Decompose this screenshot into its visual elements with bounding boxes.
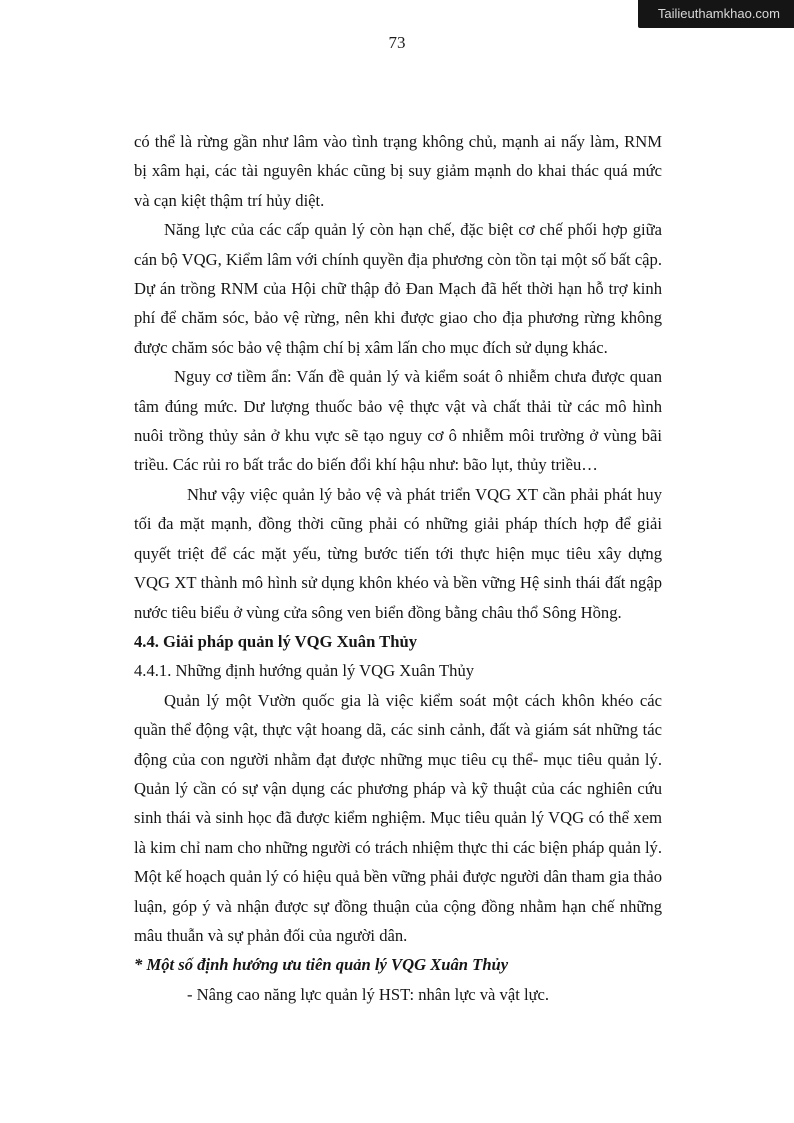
bullet-capacity-building: - Nâng cao năng lực quản lý HST: nhân lực và vật lực. (187, 984, 550, 1004)
watermark-bar (638, 0, 794, 28)
page-content (134, 127, 662, 1009)
watermark-text: Tailieuthamkhao.com (657, 6, 780, 21)
section-heading-4-4-1: 4.4.1. Những định hướng quản lý VQG Xuân Thủy (134, 661, 475, 681)
page-number: 73 (388, 33, 406, 52)
continuation-paragraph: có thể là rừng gần như lâm vào tình trạng không chủ, mạnh ai nấy làm, RNM bị xâm hại, các tài nguyên khác cũng bị suy giảm mạnh do khai thác quá mức và cạn kiệt thậm trí hủy diệt. (134, 132, 662, 210)
paragraph-conclusion: Như vậy việc quản lý bảo vệ và phát triển VQG XT cần phải phát huy tối đa mặt mạnh, đồng thời cũng phải có những giải pháp thích hợp để giải quyết triệt để các mặt yếu, từng bước tiến tới thực hiện mục tiêu xây dựng VQG XT thành mô hình sử dụng khôn khéo và bền vững Hệ sinh thái đất ngập nước tiêu biểu ở vùng cửa sông ven biển đồng bằng châu thổ Sông Hồng. (134, 484, 662, 622)
priority-orientations-heading: * Một số định hướng ưu tiên quản lý VQG Xuân Thủy (134, 955, 509, 975)
paragraph-capacity-limits: Năng lực của các cấp quản lý còn hạn chế, đặc biệt cơ chế phối hợp giữa cán bộ VQG, Kiểm lâm với chính quyền địa phương còn tồn tại một số bất cập. Dự án trồng RNM của Hội chữ thập đỏ Đan Mạch đã hết thời hạn hỗ trợ kinh phí để chăm sóc, bảo vệ rừng, nên khi được giao cho địa phương rừng không được chăm sóc bảo vệ thậm chí bị xâm lấn cho mục đích sử dụng khác. (134, 220, 662, 357)
paragraph-latent-risks: Nguy cơ tiềm ẩn: Vấn đề quản lý và kiểm soát ô nhiễm chưa được quan tâm đúng mức. Dư lượng thuốc bảo vệ thực vật và chất thải từ các mô hình nuôi trồng thủy sản ở khu vực sẽ tạo nguy cơ ô nhiễm môi trường ở vùng bãi triều. Các rủi ro bất trắc do biến đổi khí hậu như: bão lụt, thủy triều… (134, 367, 662, 475)
section-heading-4-4: 4.4. Giải pháp quản lý VQG Xuân Thủy (134, 631, 417, 651)
paragraph-park-management: Quản lý một Vườn quốc gia là việc kiểm soát một cách khôn khéo các quần thể động vật, thực vật hoang dã, các sinh cảnh, đất và giám sát những tác động của con người nhằm đạt được những mục tiêu cụ thể- mục tiêu quản lý. Quản lý cần có sự vận dụng các phương pháp và kỹ thuật của các nghiên cứu sinh thái và sinh học đã được kiểm nghiệm. Mục tiêu quản lý VQG có thể xem là kim chỉ nam cho những người có trách nhiệm thực thi các biện pháp quản lý. Một kế hoạch quản lý có hiệu quả bền vững phải được người dân tham gia thảo luận, góp ý và nhận được sự đồng thuận của cộng đồng nhằm hạn chế những mâu thuẫn và sự phản đối của người dân. (134, 690, 662, 945)
